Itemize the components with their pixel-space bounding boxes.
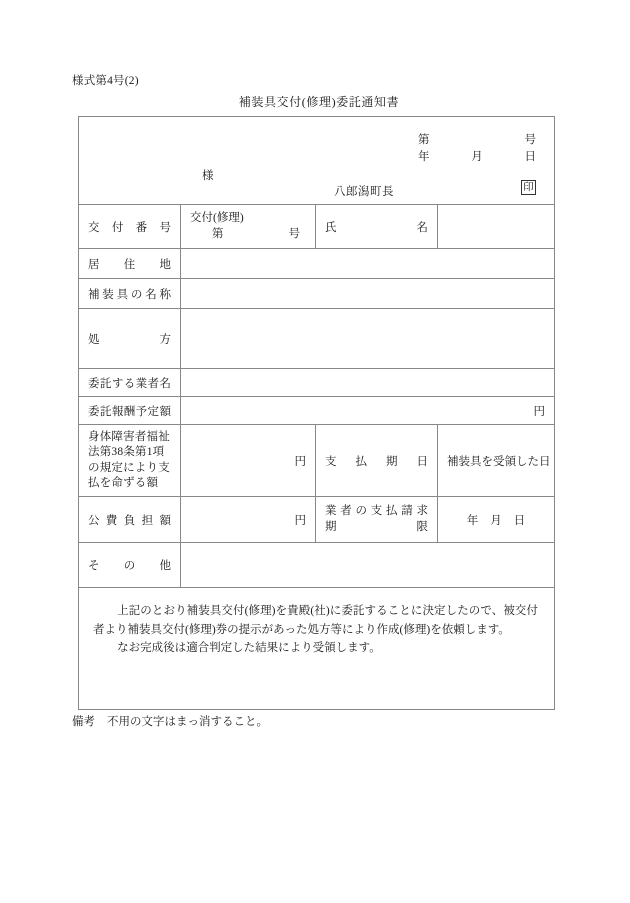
label-planned-fee (79, 397, 181, 424)
number-prefix-label: 第 (418, 134, 430, 146)
label-char: 定 (147, 405, 160, 418)
label-char: 業 (135, 377, 148, 390)
yen-unit-label: 円 (294, 455, 306, 468)
notice-paragraph-2: なお完成後は適合判定した結果により受領します。 (117, 642, 381, 655)
label-char: 委 (88, 377, 100, 390)
label-char: 氏 (325, 221, 337, 234)
seal-icon: 印 (521, 180, 536, 195)
label-residence (79, 249, 181, 278)
label-statutory-payment-text: 身体障害者福祉法第38条第1項の規定により支払を命ずる額 (88, 430, 170, 489)
label-char: 住 (123, 258, 136, 271)
label-char: 委 (88, 405, 100, 418)
label-char: 払 (355, 455, 367, 468)
table-row-statutory-payment (79, 425, 554, 497)
field-statutory-amount[interactable] (181, 425, 316, 496)
value-payment-due-date-text: 補装具を受領した日 (447, 455, 551, 468)
day-label: 日 (513, 514, 526, 527)
field-other[interactable] (181, 543, 554, 587)
field-planned-fee[interactable] (181, 397, 554, 424)
label-issue-number (79, 205, 181, 248)
table-row-device-name (79, 279, 554, 309)
label-char: 負 (123, 514, 136, 527)
label-char: 予 (135, 405, 148, 418)
label-char: 具 (116, 288, 129, 301)
number-suffix-label: 号 (524, 134, 536, 146)
remarks-label: 備考 (72, 716, 95, 728)
table-row-prescription (79, 309, 554, 369)
label-char: 方 (159, 333, 171, 346)
label-char: 酬 (123, 405, 136, 418)
form-number: 様式第4号(2) (72, 75, 139, 87)
notice-paragraph-1: 上記のとおり補装具交付(修理)を貴殿(社)に委託することに決定したので、被交付者より補装具交付(修理)券の提示があった処方等により作成(修理)を依頼します。 (93, 605, 538, 636)
label-name (316, 205, 438, 248)
label-char: 費 (105, 514, 118, 527)
label-char: 期 (386, 455, 398, 468)
label-public-funding (79, 497, 181, 542)
label-char: 交 (88, 221, 100, 234)
label-char: の (355, 504, 367, 517)
label-char: 支 (325, 455, 337, 468)
label-char: 額 (159, 405, 171, 418)
addressee-honorific: 様 (202, 170, 214, 182)
remarks-line (72, 713, 268, 729)
issue-number-dai: 第 (212, 227, 224, 240)
label-char: る (123, 377, 136, 390)
issue-number-caption: 交付(修理) (190, 211, 244, 224)
yen-unit-label: 円 (294, 514, 306, 527)
label-char: 装 (102, 288, 114, 301)
page-title-text: 補装具交付(修理)委託通知書 (238, 95, 400, 109)
table-row-issue-number (79, 205, 554, 249)
label-char: 期 (325, 520, 337, 533)
label-char: の (123, 560, 136, 572)
field-public-funding-amount[interactable] (181, 497, 316, 542)
notification-table (78, 116, 555, 710)
issue-date-field (418, 148, 536, 164)
label-char: 求 (416, 504, 428, 517)
label-char: 号 (159, 221, 171, 234)
label-contractor (79, 369, 181, 396)
label-device-name (79, 279, 181, 308)
label-other (79, 543, 181, 587)
label-char: そ (88, 560, 100, 572)
table-row-public-funding (79, 497, 554, 543)
label-statutory-payment (79, 425, 181, 496)
label-char: 託 (99, 377, 112, 390)
label-char: 処 (88, 333, 100, 346)
label-char: の (130, 288, 143, 301)
label-prescription (79, 309, 181, 368)
label-char: 限 (416, 520, 428, 533)
notice-text (79, 588, 554, 658)
field-claim-deadline-date[interactable] (438, 497, 554, 542)
label-char: す (111, 377, 124, 390)
label-char: 称 (159, 288, 171, 301)
label-char: 者 (340, 504, 352, 517)
label-char: 他 (159, 560, 171, 572)
field-contractor[interactable] (181, 369, 554, 396)
label-char: 額 (159, 514, 171, 527)
label-char: 番 (135, 221, 148, 234)
label-char: 居 (88, 258, 100, 271)
label-char: 日 (416, 455, 428, 468)
label-char: 地 (159, 258, 171, 271)
field-name[interactable] (438, 205, 554, 248)
table-row-notice (79, 588, 554, 709)
table-row-contractor (79, 369, 554, 397)
value-payment-due-date (438, 425, 554, 496)
label-char: 付 (111, 221, 124, 234)
table-row-other (79, 543, 554, 588)
label-char: 業 (325, 504, 337, 517)
label-char: 払 (386, 504, 398, 517)
label-char: 公 (88, 514, 100, 527)
label-claim-deadline (316, 497, 438, 542)
field-issue-number[interactable] (181, 205, 316, 248)
issuer-name: 八郎潟町長 (334, 186, 394, 198)
label-char: 担 (141, 514, 154, 527)
label-char: 託 (99, 405, 112, 418)
document-number-field (418, 131, 536, 147)
table-row-planned-fee (79, 397, 554, 425)
day-label: 日 (524, 151, 536, 163)
label-char: 名 (416, 221, 428, 234)
remarks-text: 不用の文字はまっ消すること。 (107, 716, 268, 728)
year-label: 年 (466, 514, 479, 527)
year-label: 年 (418, 151, 430, 163)
month-label: 月 (490, 514, 502, 527)
label-char: 補 (88, 288, 100, 301)
issue-number-gou: 号 (288, 227, 300, 240)
field-residence[interactable] (181, 249, 554, 278)
label-payment-due-date (316, 425, 438, 496)
label-char: 名 (159, 377, 171, 390)
yen-unit-label: 円 (533, 405, 545, 418)
page-title (0, 93, 630, 110)
label-char: 報 (111, 405, 124, 418)
field-prescription[interactable] (181, 309, 554, 368)
table-row-residence (79, 249, 554, 279)
field-device-name[interactable] (181, 279, 554, 308)
label-char: 名 (145, 288, 157, 301)
table-row-header (79, 117, 554, 205)
label-char: 請 (401, 504, 413, 517)
label-char: 者 (147, 377, 160, 390)
label-char: 支 (370, 504, 383, 517)
month-label: 月 (471, 151, 483, 163)
